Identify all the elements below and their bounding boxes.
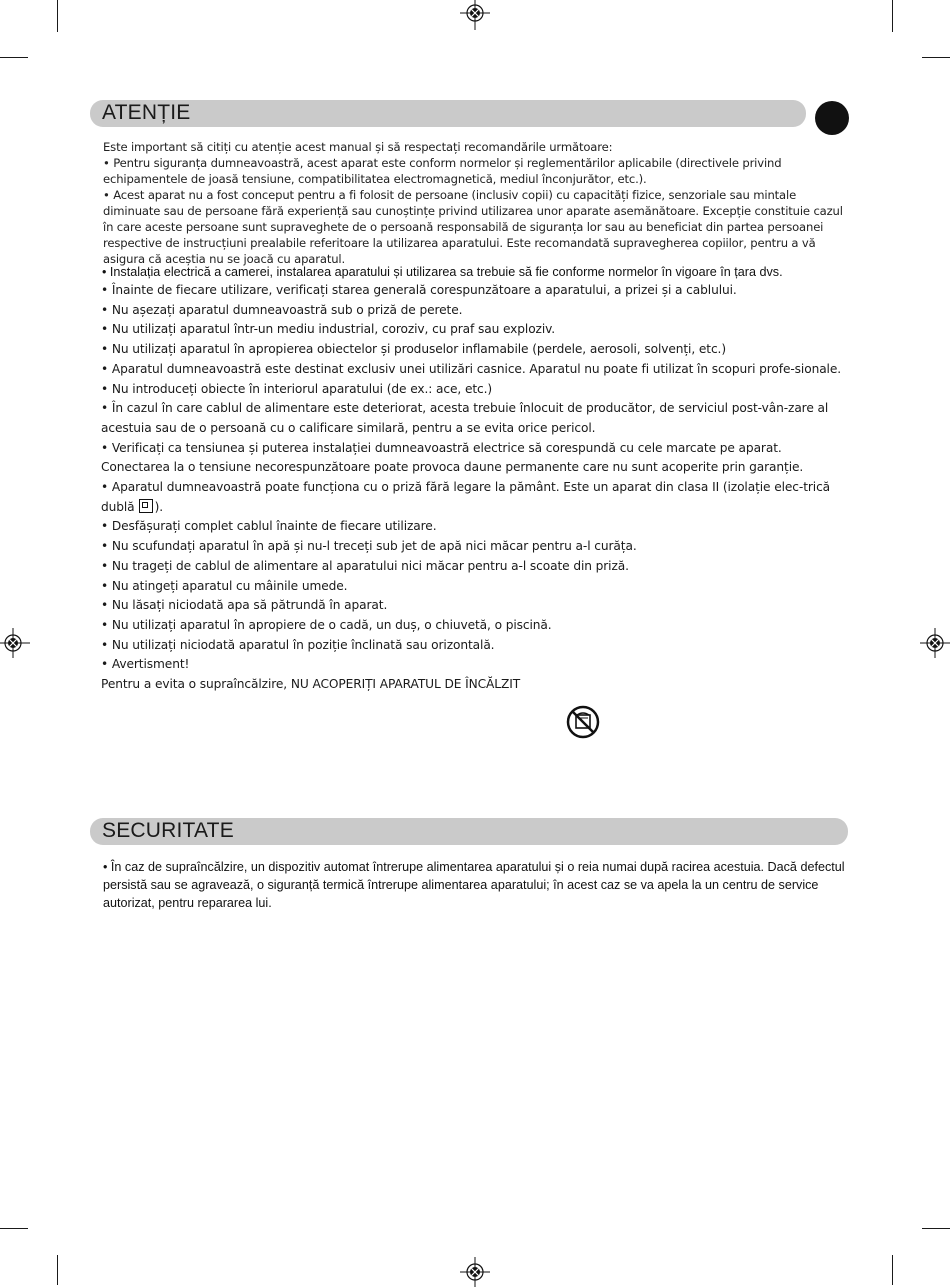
list-item-class2 [101,478,853,517]
registration-mark-icon [920,628,950,658]
list-item: • Nu utilizați aparatul într-un mediu industrial, coroziv, cu praf sau exploziv. [101,322,556,337]
section-header-attention [90,100,806,127]
double-insulation-icon [139,499,153,513]
registration-mark-icon [0,628,30,658]
section-title: SECURITATE [102,819,234,842]
warning-line: Pentru a evita o supraîncălzire, NU ACOPERIȚI APARATUL DE ÎNCĂLZIT [101,677,521,692]
intro-paragraph: • Pentru siguranța dumneavoastră, acest aparat este conform normelor și reglementărilor aplicabile (directivele privind echipamentele de joasă tensiune, compatibilitatea electromagnetică, mediul înconjurător, etc.). [103,156,782,186]
registration-mark-icon [460,0,490,30]
list-item: • Nu trageți de cablul de alimentare al aparatului nici măcar pentru a-l scoate din priză. [101,558,629,573]
registration-mark-icon [460,1257,490,1287]
intro-block [103,139,855,267]
list-item: • Nu lăsați niciodată apa să pătrundă în aparat. [101,598,388,613]
list-item: • În cazul în care cablul de alimentare este deteriorat, acesta trebuie înlocuit de producător, de serviciul post-vân-zare al acestuia sau de o persoană cu o calificare similară, pentru a se evita orice pericol. [101,401,829,435]
list-item: • Nu utilizați aparatul în apropierea obiectelor și produselor inflamabile (perdele, aerosoli, solvenți, etc.) [101,342,726,357]
section-title: ATENȚIE [102,101,191,124]
list-item: • Nu utilizați aparatul în apropiere de o cadă, un duș, o chiuvetă, o piscină. [101,617,552,632]
crop-mark [57,1255,58,1285]
list-item: • Desfășurați complet cablul înainte de fiecare utilizare. [101,519,437,534]
section-header-security [90,818,848,845]
list-item: • Aparatul dumneavoastră este destinat exclusiv unei utilizări casnice. Aparatul nu poate fi utilizat în scopuri profe-sionale. [101,361,842,376]
list-item: • Nu atingeți aparatul cu mâinile umede. [101,578,348,593]
crop-mark [892,1255,893,1285]
list-item: • Verificați ca tensiunea și puterea instalației dumneavoastră electrice să corespundă cu cele marcate pe aparat. Conectarea la o tensiune necorespunzătoare poate provoca daune permanente care nu sunt acoperite prin garanție. [101,440,804,475]
class2-text: • Aparatul dumneavoastră poate funcționa cu o priză fără legare la pământ. Este un aparat din clasa II (izolație elec-trică dublă [101,480,831,514]
safety-list [101,281,853,695]
installation-note: • Instalația electrică a camerei, instalarea aparatului și utilizarea sa trebuie să fie conforme normelor în vigoare în țara dvs. [102,265,783,279]
list-item: • Avertisment! [101,657,190,672]
list-item: • Nu utilizați niciodată aparatul în poziție înclinată sau orizontală. [101,637,495,652]
crop-mark [57,0,58,32]
class2-text-end: ). [154,499,163,514]
crop-mark [0,57,28,58]
black-circle-icon [815,101,849,135]
intro-paragraph: • Acest aparat nu a fost conceput pentru a fi folosit de persoane (inclusiv copii) cu capacități fizice, senzoriale sau mintale diminuate sau de persoane fără experiență sau cunoștințe privind utilizarea unor aparate asemănătoare. Excepție constituie cazul în care aceste persoane sunt supraveghete de o persoană responsabilă de siguranța lor sau au beneficiat din partea persoanei respective de instrucțiuni prealabile referitoare la utilizarea aparatului. Este recomandată supravegherea copiilor, pentru a vă asigura că aceștia nu se joacă cu aparatul. [103,188,843,266]
crop-mark [922,1228,950,1229]
intro-paragraph: Este important să citiți cu atenție acest manual și să respectați recomandările următoare: [103,140,613,154]
crop-mark [0,1228,28,1229]
crop-mark [922,57,950,58]
list-item: • Nu scufundați aparatul în apă și nu-l treceți sub jet de apă nici măcar pentru a-l curăța. [101,539,637,554]
crop-mark [892,0,893,32]
list-item: • Înainte de fiecare utilizare, verificați starea generală corespunzătoare a aparatului, a prizei și a cablului. [101,283,737,297]
do-not-cover-icon [566,705,600,739]
security-paragraph: • În caz de supraîncălzire, un dispozitiv automat întrerupe alimentarea aparatului și o reia numai după racirea acestuia. Dacă defectul persistă sau se agravează, o siguranță termică întrerupe alimentarea aparatului; în acest caz se va apela la un centru de service autorizat, pentru repararea lui. [103,860,845,910]
list-item: • Nu așezați aparatul dumneavoastră sub o priză de perete. [101,302,463,317]
list-item: • Nu introduceți obiecte în interiorul aparatului (de ex.: ace, etc.) [101,381,493,396]
